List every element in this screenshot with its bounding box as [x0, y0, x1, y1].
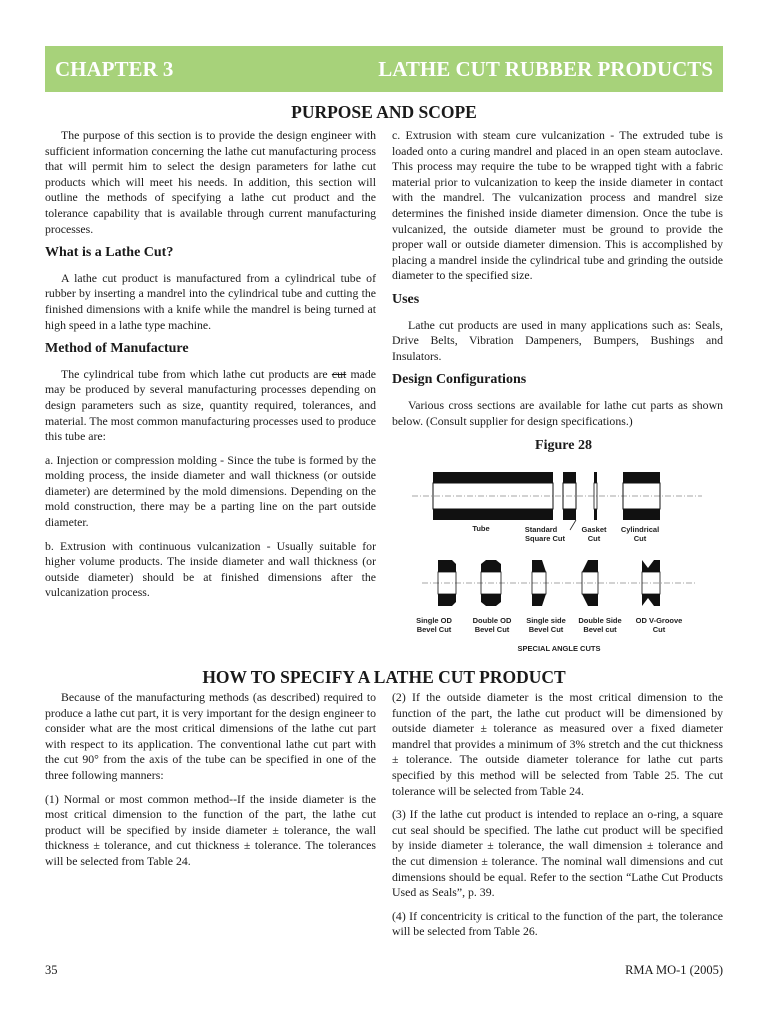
label-double-od-1: Double OD — [472, 616, 512, 625]
specify-paragraph-3: (2) If the outside diameter is the most critical dimension to the function of the part, the lathe cut product will be dimensioned by outside diameter ± tolerance as measured over a fixed diameter mandrel that provides a minimum of 3% stretch and the cut thickness ± tolerance. The outside diameter tolerance for lathe cut parts specified by this method will be selected from Table 25. The cut tolerance will be selected from Table 24. — [392, 690, 723, 798]
label-single-side-2: Bevel Cut — [528, 625, 564, 634]
section-heading-how-to-specify: HOW TO SPECIFY A LATHE CUT PRODUCT — [202, 667, 566, 687]
label-gasket-1: Gasket — [581, 525, 607, 534]
label-standard-2: Square Cut — [524, 534, 566, 543]
method-heading: Method of Manufacture — [45, 341, 189, 357]
uses-heading: Uses — [392, 291, 420, 307]
left-column-top — [45, 128, 376, 609]
design-paragraph: Various cross sections are available for lathe cut parts as shown below. (Consult supplier for design specifications.) — [392, 397, 723, 428]
label-special-angle-cuts: SPECIAL ANGLE CUTS — [517, 644, 601, 653]
item-a-paragraph: a. Injection or compression molding - Since the tube is formed by the molding process, the inside diameter and wall thickness (or outside diameter) are determined by the mold dimensions. Depending on the mold construction, there may be a parting line on the part outside diameter. — [45, 452, 376, 530]
chapter-number: CHAPTER 3 — [55, 56, 174, 81]
label-tube: Tube — [472, 524, 490, 533]
label-vgroove-2: Cut — [652, 625, 666, 634]
specify-paragraph-2: (1) Normal or most common method--If the inside diameter is the most critical dimension to the function of the part, the lathe cut product will be specified by inside diameter ± tolerance, the wall thickness ± tolerance, and cut thickness ± tolerance. The tolerances will be selected from Table 24. — [45, 791, 376, 868]
label-vgroove-1: OD V-Groove — [635, 616, 683, 625]
method-text-b: made may be produced by several manufacturing processes depending on design parameters such as size, quantity required, tolerances, and material. The most common manufacturing processes used to produce this tube are: — [45, 366, 376, 444]
method-paragraph — [45, 367, 376, 445]
right-column-bottom — [392, 690, 723, 948]
specify-paragraph-5: (4) If concentricity is critical to the function of the part, the tolerance will be selected from Table 26. — [392, 908, 723, 939]
section-heading-purpose: PURPOSE AND SCOPE — [291, 102, 477, 122]
figure-28-diagram — [392, 460, 735, 656]
figure-title: Figure 28 — [535, 438, 592, 453]
specify-paragraph-4: (3) If the lathe cut product is intended to replace an o-ring, a square cut seal should be specified. The lathe cut product will be specified by inside diameter ± tolerance, the wall dimension ± tolerance and the cut dimension ± tolerance. The nominal wall dimensions and cut dimensions should be equal. Refer to the section “Lathe Cut Products Used as Seals”, p. 39. — [392, 807, 723, 900]
label-single-side-1: Single side — [526, 616, 566, 625]
pointer-line — [570, 520, 576, 530]
item-c-paragraph: c. Extrusion with steam cure vulcanization - The extruded tube is loaded onto a curing mandrel and placed in an open steam autoclave. This process may require the tube to be wrapped tight with a fabric material prior to vulcanization to keep the inside diameter in contact with the mandrel. The vulcanization process and mandrel size determines the finished inside diameter dimension. Once the tube is vulcanized, the outside diameter must be ground to provide the proper wall or outside diameter dimension. This is accomplished by placing a mandrel inside the cylindrical tube and grinding the outside diameter to the specified size. — [392, 128, 723, 283]
chapter-banner — [45, 46, 723, 92]
specify-paragraph-1: Because of the manufacturing methods (as described) required to produce a lathe cut part, it is very important for the design engineer to consider what are the most critical dimensions of the lathe cut part with respect to its application. The conventional lathe cut part with the cut 90° from the axis of the tube can be specified in one of the three following manners: — [45, 690, 376, 782]
uses-paragraph: Lathe cut products are used in many applications such as: Seals, Drive Belts, Vibration Dampeners, Bumpers, Bushings and Insulators. — [392, 317, 723, 363]
right-column-top — [392, 128, 723, 437]
label-cylindrical-1: Cylindrical — [620, 525, 660, 534]
chapter-title: LATHE CUT RUBBER PRODUCTS — [378, 56, 713, 81]
page-number: 35 — [45, 963, 58, 977]
document-id: RMA MO-1 (2005) — [625, 963, 723, 977]
intro-paragraph: The purpose of this section is to provide the design engineer with sufficient information concerning the lathe cut manufacturing process that will permit him to select the design parameters for lathe cut products which will meet his needs. In addition, this section will outline the methods of specifying a lathe cut product and the tolerance capability that is available through current manufacturing processes. — [45, 128, 376, 236]
item-b-paragraph: b. Extrusion with continuous vulcanization - Usually suitable for higher volume products. The inside diameter and wall thickness (or outside diameter) should be at finished dimensions after the vulcanization process. — [45, 538, 376, 600]
label-double-side-2: Bevel cut — [583, 625, 617, 634]
label-gasket-2: Cut — [587, 534, 601, 543]
label-standard-1: Standard — [524, 525, 558, 534]
left-column-bottom — [45, 690, 376, 878]
label-single-od-2: Bevel Cut — [416, 625, 452, 634]
method-strike: cut — [331, 366, 347, 381]
method-text-a: The cylindrical tube from which lathe cut products are — [61, 366, 328, 381]
label-single-od-1: Single OD — [416, 616, 452, 625]
what-paragraph: A lathe cut product is manufactured from a cylindrical tube of rubber by inserting a mandrel into the cylindrical tube and cutting the finished dimensions with a knife while the mandrel is being turned at high speed in a lathe type machine. — [45, 270, 376, 332]
what-heading: What is a Lathe Cut? — [45, 245, 174, 261]
label-cylindrical-2: Cut — [633, 534, 647, 543]
label-double-od-2: Bevel Cut — [474, 625, 510, 634]
design-heading: Design Configurations — [392, 372, 527, 388]
label-double-side-1: Double Side — [578, 616, 622, 625]
